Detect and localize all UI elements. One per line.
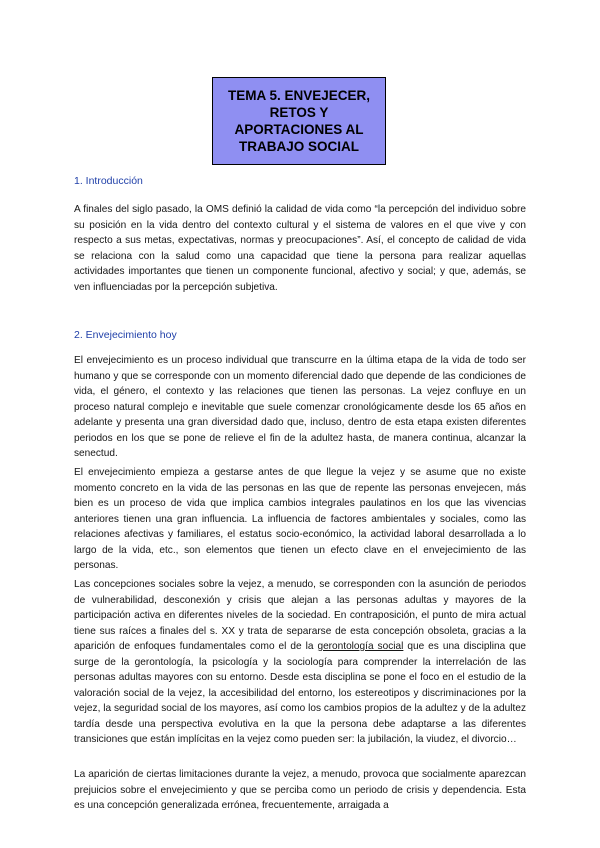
section-heading-envejecimiento-hoy: 2. Envejecimiento hoy <box>74 329 177 341</box>
paragraph-envejecimiento-1: El envejecimiento es un proceso individual que transcurre en la última etapa de la vida de todo ser humano y que se corresponde con un momento diferencial dado que depende de las condiciones de vida, el género, el contexto y las relaciones que tienen las personas. La vejez confluye en un proceso natural complejo e inevitable que suele comenzar cronológicamente desde los 65 años en adelante y presenta una gran diversidad dado que, incluso, dentro de esta etapa existen diferentes periodos en los que se pone de relieve el fin de la adultez hasta, de manera continua, alcanzar la senectud. <box>74 355 526 459</box>
paragraph-intro: A finales del siglo pasado, la OMS definió la calidad de vida como “la percepción del individuo sobre su posición en la vida dentro del contexto cultural y el sistema de valores en el que vive y con respecto a sus metas, expectativas, normas y preocupaciones”. Así, el concepto de calidad de vida se relaciona con la salud como una capacidad que tiene la persona para realizar aquellas actividades importantes que tienen un componente funcional, afectivo y social; y que, además, se ven influenciadas por la percepción subjetiva. <box>74 204 526 293</box>
document-title: TEMA 5. ENVEJECER, RETOS Y APORTACIONES AL TRABAJO SOCIAL <box>227 88 371 154</box>
paragraph-concepciones-part-2: que es una disciplina que surge de la gerontología, la psicología y la sociología para comprender la interrelación de las personas adultas mayores con su entorno. Desde esta disciplina se pone el foco en el estudio de la valoración social de la vejez, la accesibilidad del entorno, los estereotipos y discriminaciones por la vejez, la seguridad social de los mayores, así como los cambios propios de la adultez y de la adultez tardía desde una perspectiva evolutiva en la que la persona debe adaptarse a las diferentes transiciones que están implícitas en la vejez como pueden ser: la jubilación, la viudez, el divorcio… <box>74 641 527 745</box>
paragraph-envejecimiento-2: El envejecimiento empieza a gestarse antes de que llegue la vejez y se asume que no existe momento concreto en la vida de las personas en las que de repente las personas envejecen, más bien es un proceso de vida que implica cambios integrales paulatinos en los que las vivencias anteriores tienen una gran influencia. La influencia de factores ambientales y sociales, como las relaciones afectivas y familiares, el estatus socio-económico, la actividad laboral desarrollada a lo largo de la vida, etc., son elementos que tienen un efecto clave en el envejecimiento de las personas. <box>74 467 526 571</box>
section-heading-introduccion: 1. Introducción <box>74 175 143 187</box>
gerontologia-social-term: gerontología social <box>317 641 404 652</box>
title-box <box>212 77 386 165</box>
paragraph-concepciones-part-1: Las concepciones sociales sobre la vejez, a menudo, se corresponden con la asunción de periodos de vulnerabilidad, desconexión y crisis que alejan a las personas adultas y mayores de la participación activa en diferentes niveles de la sociedad. En contraposición, el punto de mira actual tiene sus raíces a finales del s. XX y trata de separarse de esta concepción obsoleta, gracias a la aparición de enfoques fundamentales como el de la <box>74 579 526 652</box>
paragraph-limitaciones: La aparición de ciertas limitaciones durante la vejez, a menudo, provoca que socialmente aparezcan prejuicios sobre el envejecimiento y que se perciba como un periodo de crisis y dependencia. Esta es una concepción generalizada errónea, frecuentemente, arraigada a <box>74 769 526 811</box>
paragraph-concepciones-sociales <box>74 577 526 748</box>
